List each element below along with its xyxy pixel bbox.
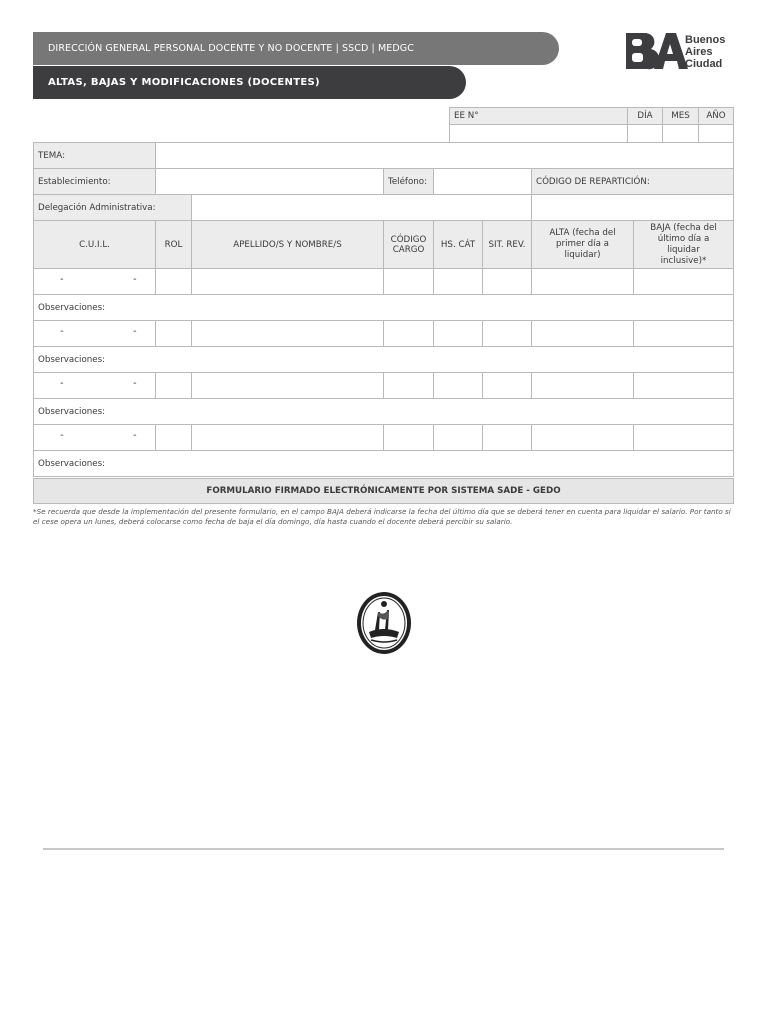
cell-apellido[interactable] [191,372,384,399]
divider [43,848,724,850]
cell-alta[interactable] [531,372,634,399]
signature-note: FORMULARIO FIRMADO ELECTRÓNICAMENTE POR SISTEMA SADE - GEDO [33,478,734,504]
observaciones-field[interactable] [33,450,734,477]
establecimiento-field[interactable] [155,168,384,195]
cell-sit-rev[interactable] [482,424,532,451]
cell-codigo-cargo[interactable] [383,424,434,451]
ee-number-label: EE N° [449,107,628,125]
cell-alta[interactable] [531,424,634,451]
codigo-reparticion-field[interactable] [531,194,734,221]
logo-text-line3: Ciudad [685,58,723,70]
cell-cuil[interactable] [33,372,156,399]
cell-codigo-cargo[interactable] [383,268,434,295]
cell-hs-cat[interactable] [433,372,483,399]
cuil-separator: - [133,326,137,337]
month-field[interactable] [662,124,699,143]
observaciones-field[interactable] [33,398,734,425]
cell-codigo-cargo[interactable] [383,320,434,347]
observaciones-label: Observaciones: [38,406,106,417]
cuil-separator: - [60,430,64,441]
tema-label: TEMA: [33,142,156,169]
cell-apellido[interactable] [191,268,384,295]
col-rol: ROL [155,220,192,269]
col-hs-cat: HS. CÁT [433,220,483,269]
delegacion-field[interactable] [191,194,532,221]
codigo-reparticion-label: CÓDIGO DE REPARTICIÓN: [531,168,734,195]
logo-text-line2: Aires [685,46,713,58]
cuil-separator: - [133,378,137,389]
col-apellido-nombre: APELLIDO/S Y NOMBRE/S [191,220,384,269]
observaciones-label: Observaciones: [38,302,106,313]
col-codigo-cargo: CÓDIGO CARGO [383,220,434,269]
cuil-separator: - [133,430,137,441]
cell-apellido[interactable] [191,320,384,347]
city-seal [355,590,413,656]
observaciones-label: Observaciones: [38,458,106,469]
cell-sit-rev[interactable] [482,372,532,399]
cell-hs-cat[interactable] [433,320,483,347]
col-cuil: C.U.I.L. [33,220,156,269]
footnote: *Se recuerda que desde la implementación del presente formulario, en el campo BAJA deberá indicarse la fecha del último día que se deberá tener en cuenta para liquidar el salario. Por tanto si el cese opera un lunes, deberá colocarse como fecha de baja el día domingo, día hasta cuando el docente deberá percibir su salario. [33,507,731,526]
cell-rol[interactable] [155,320,192,347]
cell-baja[interactable] [633,372,734,399]
cell-sit-rev[interactable] [482,268,532,295]
seal-icon [355,590,413,656]
cell-codigo-cargo[interactable] [383,372,434,399]
observaciones-label: Observaciones: [38,354,106,365]
cell-rol[interactable] [155,372,192,399]
cell-rol[interactable] [155,424,192,451]
telefono-field[interactable] [433,168,532,195]
cuil-separator: - [60,326,64,337]
cell-apellido[interactable] [191,424,384,451]
observaciones-field[interactable] [33,294,734,321]
cuil-separator: - [60,274,64,285]
ba-logo-icon [624,31,740,71]
col-sit-rev: SIT. REV. [482,220,532,269]
year-field[interactable] [698,124,734,143]
cuil-separator: - [133,274,137,285]
cell-cuil[interactable] [33,424,156,451]
cell-alta[interactable] [531,268,634,295]
cell-sit-rev[interactable] [482,320,532,347]
delegacion-label: Delegación Administrativa: [33,194,192,221]
observaciones-field[interactable] [33,346,734,373]
year-label: AÑO [698,107,734,125]
department-header: DIRECCIÓN GENERAL PERSONAL DOCENTE Y NO DOCENTE | SSCD | MEDGC [33,32,559,65]
month-label: MES [662,107,699,125]
cell-alta[interactable] [531,320,634,347]
form-title: ALTAS, BAJAS Y MODIFICACIONES (DOCENTES) [33,66,466,99]
establecimiento-label: Establecimiento: [33,168,156,195]
day-field[interactable] [627,124,663,143]
col-alta: ALTA (fecha del primer día a liquidar) [531,220,634,269]
logo-text-line1: Buenos [685,34,726,46]
ee-number-field[interactable] [449,124,628,143]
tema-field[interactable] [155,142,734,169]
day-label: DÍA [627,107,663,125]
cell-cuil[interactable] [33,268,156,295]
cell-baja[interactable] [633,424,734,451]
cell-baja[interactable] [633,320,734,347]
telefono-label: Teléfono: [383,168,434,195]
cell-baja[interactable] [633,268,734,295]
col-baja: BAJA (fecha del último día a liquidar inclusive)* [633,220,734,269]
buenos-aires-logo [624,31,740,71]
cell-hs-cat[interactable] [433,424,483,451]
cuil-separator: - [60,378,64,389]
cell-hs-cat[interactable] [433,268,483,295]
cell-rol[interactable] [155,268,192,295]
cell-cuil[interactable] [33,320,156,347]
